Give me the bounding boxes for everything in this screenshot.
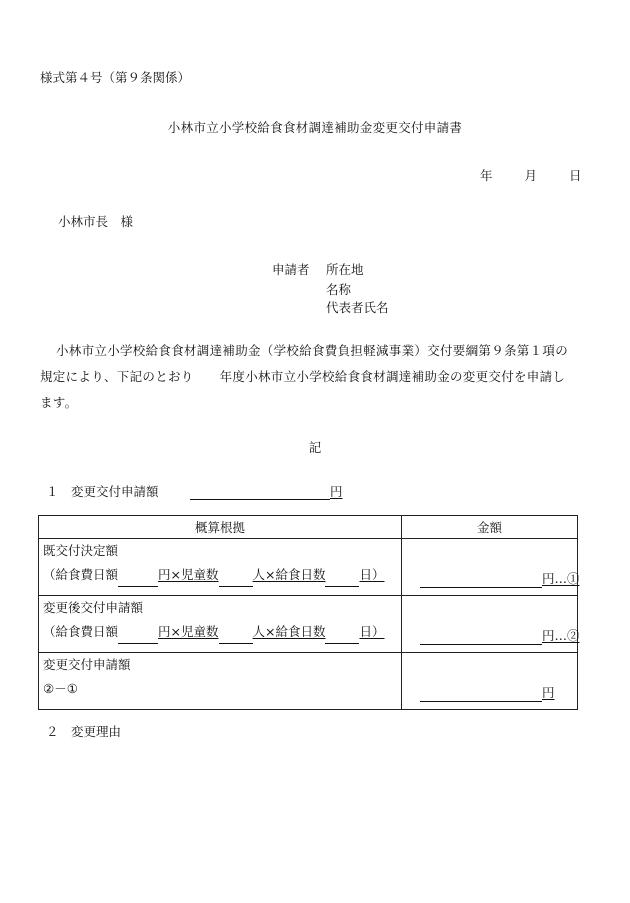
date-line (480, 166, 582, 184)
form-number: 様式第４号（第９条関係） (40, 70, 191, 85)
applicant-label: 申請者 (272, 262, 310, 277)
row-amount-cell[interactable] (402, 539, 578, 596)
item1-label: １ 変更交付申請額 (46, 484, 159, 499)
row-basis-cell (39, 596, 402, 653)
meal-days-field[interactable] (325, 572, 359, 587)
daily-cost-field[interactable] (118, 572, 158, 587)
item1-unit: 円 (330, 484, 343, 499)
table-row (39, 653, 578, 710)
table-row (39, 539, 578, 596)
row-amount-cell[interactable] (402, 653, 578, 710)
header-amount: 金額 (402, 516, 578, 539)
applicant-name-label: 名称 (326, 282, 352, 297)
item2-label: ２ 変更理由 (46, 724, 122, 739)
ki-marker: 記 (308, 440, 322, 455)
date-year-label: 年 (480, 168, 493, 183)
children-count-field[interactable] (219, 629, 253, 644)
row-basis-cell (39, 653, 402, 710)
row-basis-cell (39, 539, 402, 596)
table-row (39, 596, 578, 653)
document-title: 小林市立小学校給食食材調達補助金変更交付申請書 (167, 120, 463, 135)
body-line-1: 小林市立小学校給食食材調達補助金（学校給食費負担軽減事業）交付要綱第９条第１項の (56, 343, 569, 358)
item1-amount-field[interactable] (190, 482, 343, 500)
body-line-2: 規定により、下記のとおり 年度小林市立小学校給食食材調達補助金の変更交付を申請し (40, 369, 566, 384)
amount-unit: 円 (542, 685, 555, 700)
calculation-table (38, 515, 578, 710)
row-formula: （給食費日額 円×児童数 人×給食日数 日） (43, 563, 401, 587)
applicant-representative-label: 代表者氏名 (326, 300, 389, 315)
addressee: 小林市長 様 (58, 214, 134, 229)
row-formula: （給食費日額 円×児童数 人×給食日数 日） (43, 620, 401, 644)
amount-field[interactable] (420, 573, 542, 588)
amount-field[interactable] (420, 630, 542, 645)
daily-cost-field[interactable] (118, 629, 158, 644)
table-header-row (39, 516, 578, 539)
children-count-field[interactable] (219, 572, 253, 587)
change-reason-area[interactable] (40, 745, 590, 885)
amount-unit: 円…① (542, 571, 580, 586)
date-day-label: 日 (569, 168, 582, 183)
body-line-3: ます。 (40, 395, 78, 410)
meal-days-field[interactable] (325, 629, 359, 644)
date-month-label: 月 (524, 168, 538, 183)
applicant-address-label: 所在地 (326, 262, 364, 277)
header-basis: 概算根拠 (39, 516, 402, 539)
row-title: 変更交付申請額 (43, 657, 131, 672)
row-amount-cell[interactable] (402, 596, 578, 653)
amount-field[interactable] (420, 687, 542, 702)
body-paragraph (40, 338, 590, 416)
row-formula: ②－① (43, 681, 78, 696)
row-title: 既交付決定額 (43, 543, 119, 558)
amount-unit: 円…② (542, 628, 580, 643)
row-title: 変更後交付申請額 (43, 600, 144, 615)
